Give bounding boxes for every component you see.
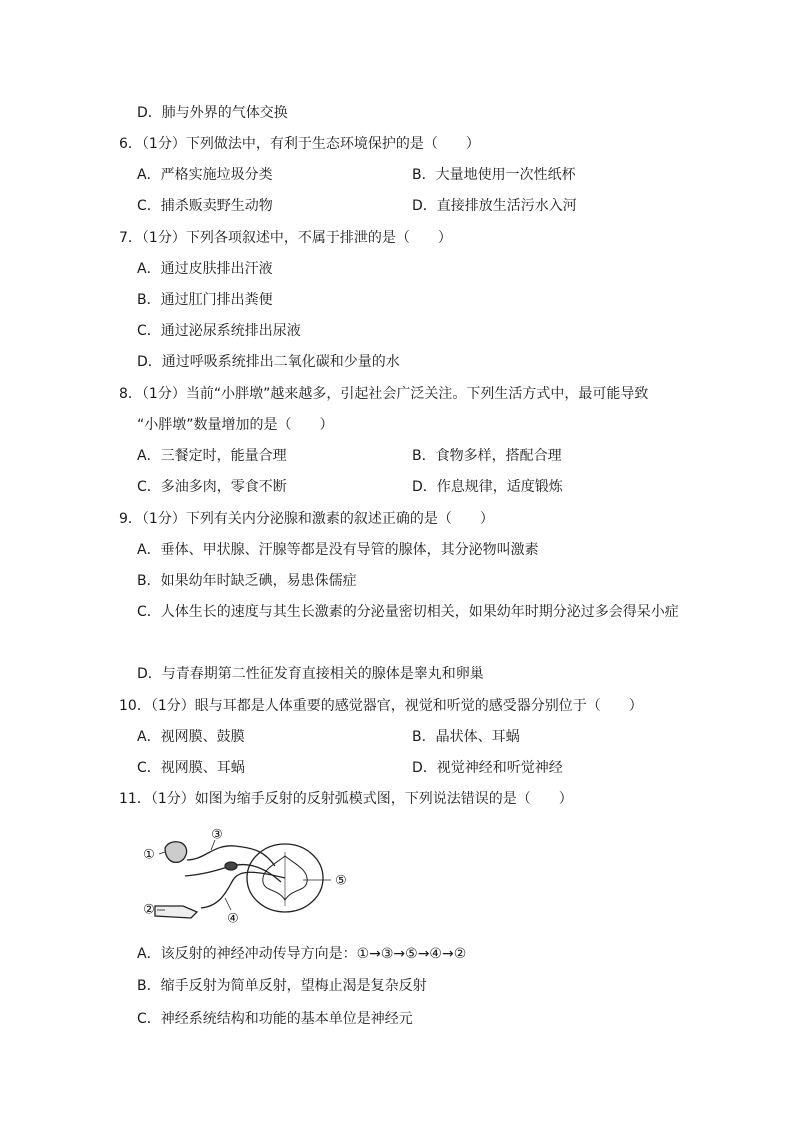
q5-option-d: D．肺与外界的气体交换	[137, 105, 288, 121]
q8-option-c: C．多油多肉，零食不断	[137, 479, 287, 495]
figure-label-5: ⑤	[335, 873, 347, 889]
q11-option-c: C．神经系统结构和功能的基本单位是神经元	[137, 1011, 413, 1027]
q6-stem: 6．（1分）下列做法中，有利于生态环境保护的是（ ）	[119, 136, 480, 152]
figure-label-3: ③	[211, 827, 223, 843]
q8-option-b: B．食物多样，搭配合理	[412, 448, 562, 464]
q8-stem-continued: “小胖墩”数量增加的是（ ）	[137, 417, 334, 433]
figure-label-2: ②	[143, 902, 155, 918]
q7-option-d: D．通过呼吸系统排出二氧化碳和少量的水	[137, 354, 400, 370]
q11-option-b: B．缩手反射为简单反射，望梅止渴是复杂反射	[137, 978, 427, 994]
q7-option-a: A．通过皮肤排出汗液	[137, 261, 273, 277]
q9-option-c: C．人体生长的速度与其生长激素的分泌量密切相关，如果幼年时期分泌过多会得呆小症	[137, 604, 679, 620]
q10-stem: 10．（1分）眼与耳都是人体重要的感觉器官，视觉和听觉的感受器分别位于（ ）	[119, 698, 643, 714]
figure-label-1: ①	[143, 847, 155, 863]
q10-option-a: A．视网膜、鼓膜	[137, 729, 245, 745]
q7-option-c: C．通过泌尿系统排出尿液	[137, 323, 301, 339]
dorsal-root-ganglion	[225, 862, 237, 870]
q9-stem: 9．（1分）下列有关内分泌腺和激素的叙述正确的是（ ）	[119, 511, 494, 527]
q10-option-b: B．晶状体、耳蜗	[412, 729, 520, 745]
q10-option-c: C．视网膜、耳蜗	[137, 760, 245, 776]
q9-option-b: B．如果幼年时缺乏碘，易患侏儒症	[137, 573, 357, 589]
effector-hand	[155, 906, 197, 918]
q9-option-a: A．垂体、甲状腺、汗腺等都是没有导管的腺体，其分泌物叫激素	[137, 542, 539, 558]
q8-stem: 8．（1分）当前“小胖墩”越来越多，引起社会广泛关注。下列生活方式中，最可能导致	[119, 386, 649, 402]
q8-option-a: A．三餐定时，能量合理	[137, 448, 287, 464]
figure-label-4: ④	[227, 911, 239, 927]
q6-option-d: D．直接排放生活污水入河	[412, 198, 577, 214]
q8-option-d: D．作息规律，适度锻炼	[412, 479, 563, 495]
receptor-skin	[165, 842, 187, 863]
q6-option-a: A．严格实施垃圾分类	[137, 167, 273, 183]
q9-option-d: D．与青春期第二性征发育直接相关的腺体是睾丸和卵巢	[137, 666, 484, 682]
q11-stem: 11．（1分）如图为缩手反射的反射弧模式图，下列说法错误的是（ ）	[119, 791, 573, 807]
q6-option-b: B．大量地使用一次性纸杯	[412, 167, 576, 183]
reflex-arc-diagram	[135, 826, 355, 932]
q11-option-a: A．该反射的神经冲动传导方向是：①→③→⑤→④→②	[137, 946, 467, 962]
q10-option-d: D．视觉神经和听觉神经	[412, 760, 563, 776]
q6-option-c: C．捕杀贩卖野生动物	[137, 198, 273, 214]
q7-option-b: B．通过肛门排出粪便	[137, 292, 273, 308]
q7-stem: 7．（1分）下列各项叙述中，不属于排泄的是（ ）	[119, 230, 452, 246]
